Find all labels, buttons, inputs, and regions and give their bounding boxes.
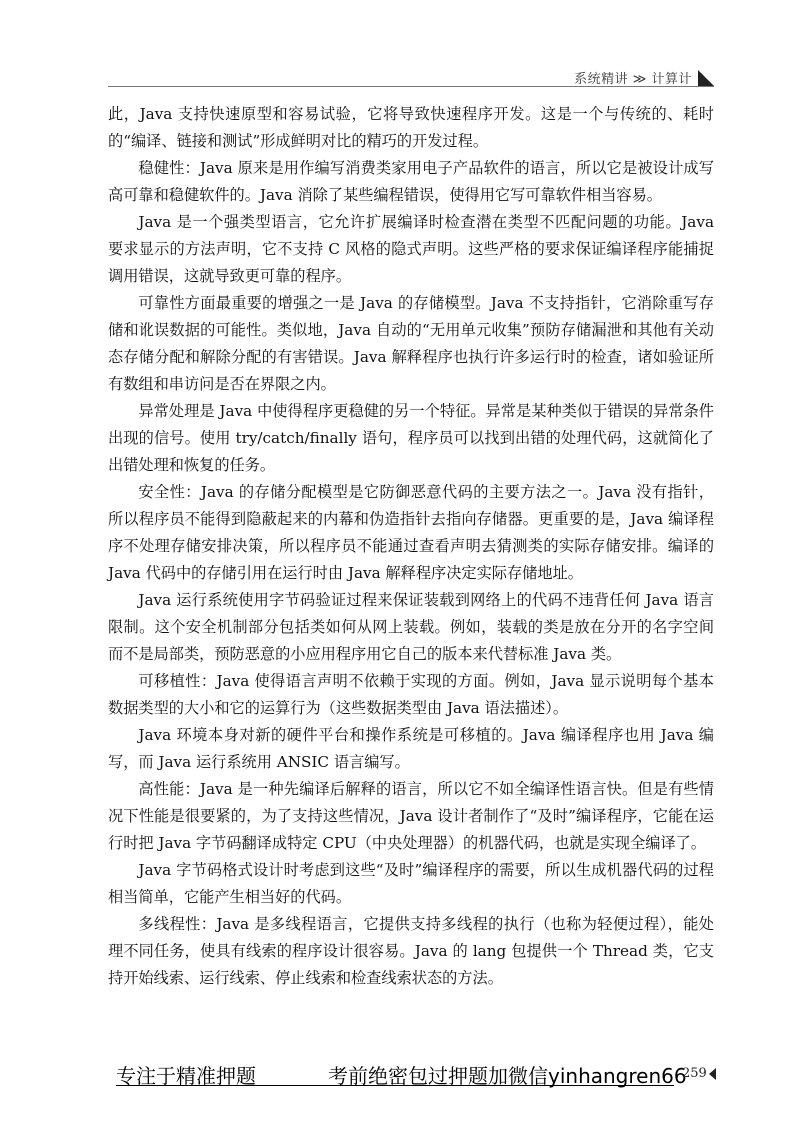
paragraph-multithreading: 多线程性：Java 是多线程语言，它提供支持多线程的执行（也称为轻便过程），能处理不同任务，使具有线索的程序设计很容易。Java 的 lang 包提供一个 Thread 类，它支持开始线索、运行线索、停止线索和检查线索状态的方法。 xyxy=(108,915,714,987)
paragraph-continuation: 此，Java 支持快速原型和容易试验，它将导致快速程序开发。这是一个与传统的、耗时的“编译、链接和测试”形成鲜明对比的精巧的开发过程。 xyxy=(108,105,714,150)
footer-slogan-right: 考前绝密包过押题加微信yinhangren66 xyxy=(328,1064,687,1088)
footer-underline xyxy=(116,1085,674,1086)
paragraph-strong-typing: Java 是一个强类型语言，它允许扩展编译时检查潜在类型不匹配问题的功能。Java 要求显示的方法声明，它不支持 C 风格的隐式声明。这些严格的要求保证编译程序能捕捉调用错误，这就导致更可靠的程序。 xyxy=(108,213,714,285)
body-text xyxy=(108,101,714,992)
header-triangle-icon xyxy=(698,70,714,86)
paragraph-exception-handling: 异常处理是 Java 中使得程序更稳健的另一个特征。异常是某种类似于错误的异常条件出现的信号。使用 try/catch/finally 语句，程序员可以找到出错的处理代码，这就简化了出错处理和恢复的任务。 xyxy=(108,402,714,474)
paragraph-environment-portability: Java 环境本身对新的硬件平台和操作系统是可移植的。Java 编译程序也用 Java 编写，而 Java 运行系统用 ANSIC 语言编写。 xyxy=(108,726,714,771)
paragraph-bytecode-format: Java 字节码格式设计时考虑到这些“及时”编译程序的需要，所以生成机器代码的过程相当简单，它能产生相当好的代码。 xyxy=(108,861,714,906)
page-footer xyxy=(116,1060,716,1092)
running-title: 系统精讲 ≫ 计算计 xyxy=(574,72,692,87)
paragraph-bytecode-verification: Java 运行系统使用字节码验证过程来保证装载到网络上的代码不违背任何 Java 语言限制。这个安全机制部分包括类如何从网上装载。例如，装载的类是放在分开的名字空间而不是局部类，预防恶意的小应用程序用它自己的版本来代替标准 Java 类。 xyxy=(108,591,714,663)
running-header xyxy=(108,68,714,88)
page-number: 259 xyxy=(682,1066,707,1081)
paragraph-storage-model: 可靠性方面最重要的增强之一是 Java 的存储模型。Java 不支持指针，它消除重写存储和讹误数据的可能性。类似地，Java 自动的“无用单元收集”预防存储漏泄和其他有关动态存储分配和解除分配的有害错误。Java 解释程序也执行许多运行时的检查，诸如验证所有数组和串访问是否在界限之内。 xyxy=(108,294,714,393)
paragraph-robustness: 稳健性：Java 原来是用作编写消费类家用电子产品软件的语言，所以它是被设计成写高可靠和稳健软件的。Java 消除了某些编程错误，使得用它写可靠软件相当容易。 xyxy=(108,159,714,204)
paragraph-portability: 可移植性：Java 使得语言声明不依赖于实现的方面。例如，Java 显示说明每个基本数据类型的大小和它的运算行为（这些数据类型由 Java 语法描述）。 xyxy=(108,672,714,717)
paragraph-security: 安全性：Java 的存储分配模型是它防御恶意代码的主要方法之一。Java 没有指针，所以程序员不能得到隐蔽起来的内幕和伪造指针去指向存储器。更重要的是，Java 编译程序不处理存储安排决策，所以程序员不能通过查看声明去猜测类的实际存储安排。编译的 Java 代码中的存储引用在运行时由 Java 解释程序决定实际存储地址。 xyxy=(108,483,714,582)
footer-slogan-left: 专注于精准押题 xyxy=(116,1064,256,1088)
page-number-triangle-icon xyxy=(709,1068,716,1080)
paragraph-performance: 高性能：Java 是一种先编译后解释的语言，所以它不如全编译性语言快。但是有些情况下性能是很要紧的，为了支持这些情况，Java 设计者制作了“及时”编译程序，它能在运行时把 Java 字节码翻译成特定 CPU（中央处理器）的机器代码，也就是实现全编译了。 xyxy=(108,780,714,852)
header-rule xyxy=(108,86,714,87)
